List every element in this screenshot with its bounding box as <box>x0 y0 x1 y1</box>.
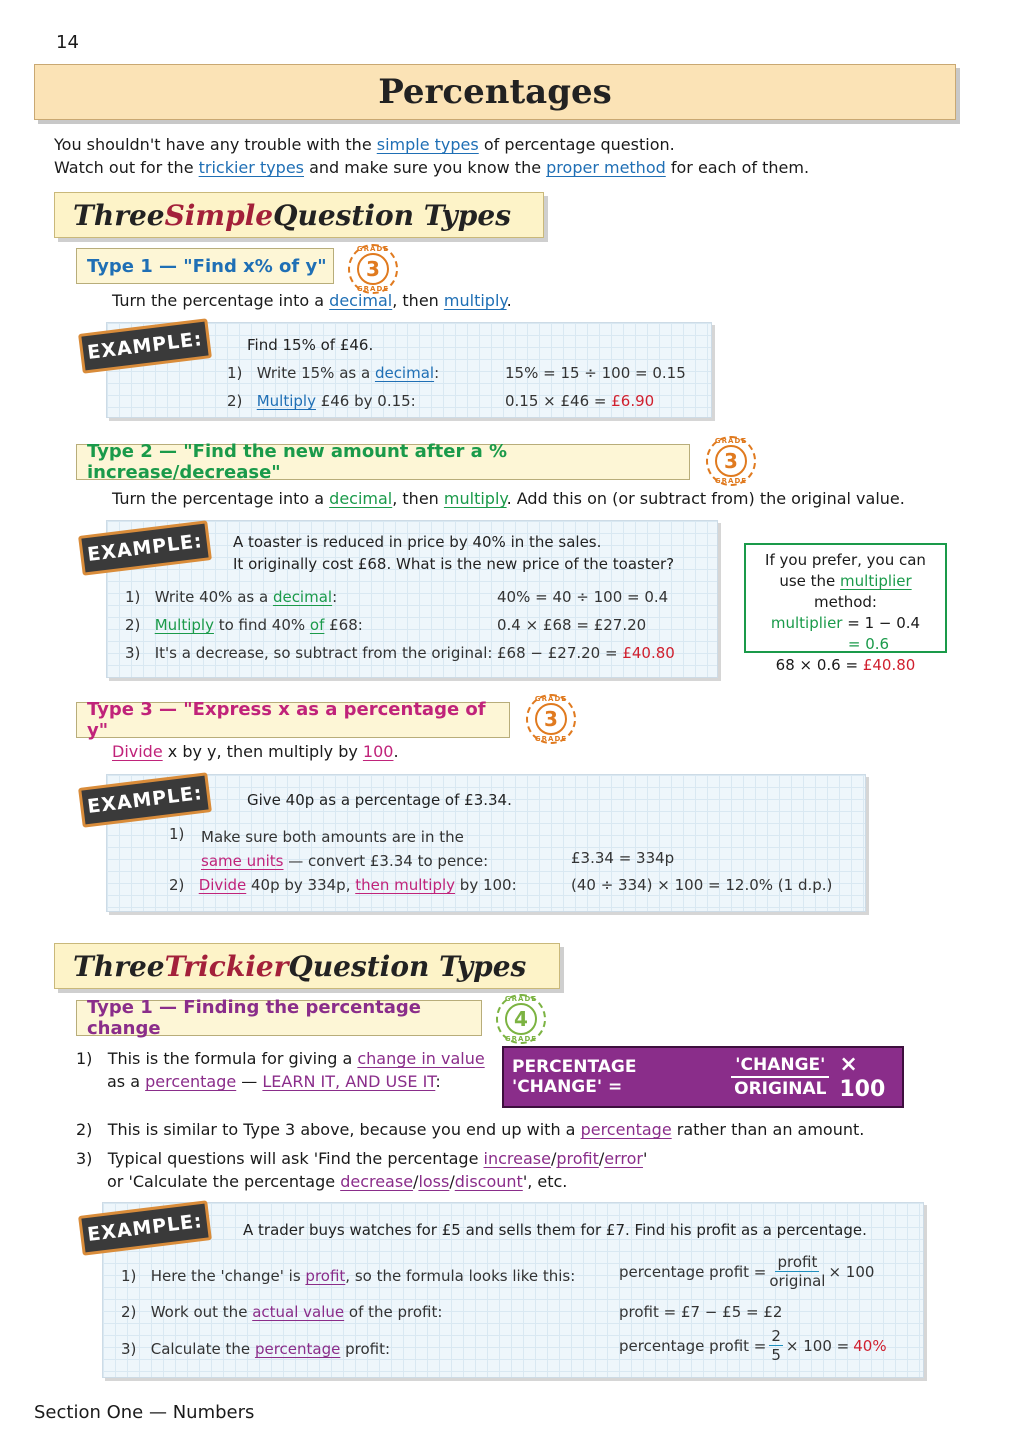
multiplier-note-line <box>746 655 945 676</box>
example-step-span: £68: <box>324 616 363 634</box>
example-step <box>169 876 517 894</box>
grade-3-icon-span: GRADE <box>356 285 390 293</box>
formula-fraction-span: ORIGINAL <box>734 1079 827 1099</box>
example-step-span: by 100: <box>455 876 517 894</box>
trickier-point-3-span: or 'Calculate the percentage <box>107 1172 341 1191</box>
type3-rule-span: . <box>393 742 399 761</box>
example-step-span: Calculate the <box>150 1340 255 1358</box>
section-heading-simple-span: Question Types <box>273 198 511 232</box>
trickier-point-1 <box>76 1047 485 1093</box>
link-decimal[interactable]: decimal <box>272 588 333 606</box>
type1-rule-span: Turn the percentage into a <box>112 291 330 310</box>
example-question-line: It originally cost £68. What is the new price of the toaster? <box>233 555 675 573</box>
section-footer: Section One — Numbers <box>34 1402 255 1423</box>
intro-text-span: for each of them. <box>665 158 810 177</box>
example-step-span: 2) <box>125 616 141 634</box>
example-step-line-span: — convert £3.34 to pence: <box>283 852 489 870</box>
profit-fraction-span: profit <box>777 1253 818 1271</box>
percentage-change-formula-span: PERCENTAGE 'CHANGE' = <box>512 1057 637 1097</box>
grade-3-icon-span: GRADE <box>534 695 568 703</box>
type3-rule-span: x by y, then multiply by <box>162 742 363 761</box>
trickier-point-2 <box>76 1120 864 1139</box>
profit-fraction-span: original <box>769 1272 826 1290</box>
type2-rule-span: Turn the percentage into a <box>112 489 330 508</box>
example-step-span: : <box>332 588 338 606</box>
example-box-4 <box>102 1202 924 1378</box>
type3-heading: Type 3 — "Express x as a percentage of y" <box>76 702 510 738</box>
link-divide[interactable]: Divide <box>198 876 247 894</box>
section-heading-simple <box>54 192 544 238</box>
section-heading-simple-span: Simple <box>164 198 274 232</box>
two-fifths-fraction-span: 2 <box>771 1327 781 1345</box>
example-step-span: profit: <box>340 1340 391 1358</box>
link-change-in-value[interactable]: change in value <box>357 1049 485 1068</box>
type2-rule-span: . Add this on (or subtract from) the original value. <box>506 489 905 508</box>
link-decimal[interactable]: decimal <box>374 364 435 382</box>
example-result-span: percentage profit = <box>619 1336 767 1355</box>
example-result-span: 40% <box>853 1336 887 1355</box>
grade-3-icon-span: GRADE <box>534 735 568 743</box>
title-banner <box>34 64 956 120</box>
intro-text <box>54 133 954 179</box>
multiplier-note-line-span: use the <box>779 572 841 590</box>
example-step <box>125 616 363 634</box>
link-decimal[interactable]: decimal <box>329 291 393 310</box>
grade-3-icon-inner: 3 <box>535 703 567 735</box>
example-step <box>121 1303 442 1321</box>
example-step-span: £46 by 0.15: <box>315 392 416 410</box>
example-step-span: 3) <box>125 644 141 662</box>
page-number: 14 <box>56 32 79 53</box>
multiplier-note-line <box>746 571 945 613</box>
link-multiply[interactable]: Multiply <box>256 392 316 410</box>
link-divide[interactable]: Divide <box>112 742 163 761</box>
link-profit[interactable]: profit <box>556 1149 599 1168</box>
example-result: £3.34 = 334p <box>571 849 675 867</box>
example-result <box>505 392 654 410</box>
trickier-point-1-span: as a <box>107 1072 146 1091</box>
link-percentage[interactable]: percentage <box>580 1120 672 1139</box>
example-step-span: It's a decrease, so subtract from the original: <box>154 644 493 662</box>
type2-rule <box>112 489 905 508</box>
example-result-span: £40.80 <box>622 644 675 662</box>
example-badge: EXAMPLE: <box>78 1200 212 1256</box>
link-multiplier[interactable]: multiplier <box>840 572 912 590</box>
link-percentage[interactable]: percentage <box>254 1340 341 1358</box>
example-step-span: Work out the <box>150 1303 253 1321</box>
example-step-span: 3) <box>121 1340 137 1358</box>
trickier-point-2-span: This is similar to Type 3 above, because you end up with a <box>107 1120 581 1139</box>
multiplier-note-line-span: = 1 − 0.4 <box>842 614 921 632</box>
example-result-span: 0.15 × £46 = <box>505 392 612 410</box>
trickier-point-2-span: rather than an amount. <box>671 1120 865 1139</box>
example-step <box>227 392 416 410</box>
link-percentage[interactable]: percentage <box>145 1072 237 1091</box>
grade-4-icon-inner: 4 <box>505 1003 537 1035</box>
multiplier-note <box>744 543 947 674</box>
link-multiply[interactable]: Multiply <box>154 616 214 634</box>
multiplier-note-line-span: multiplier <box>770 614 843 632</box>
example-step-span: 40p by 334p, <box>246 876 356 894</box>
two-fifths-fraction <box>769 1327 783 1364</box>
example-result: 40% = 40 ÷ 100 = 0.4 <box>497 588 669 606</box>
type1-heading: Type 1 — "Find x% of y" <box>76 248 334 284</box>
grade-3-icon <box>526 694 576 744</box>
example-step-num: 1) <box>169 825 185 843</box>
trickier-point-3-span: / <box>449 1172 455 1191</box>
profit-fraction <box>769 1253 825 1290</box>
example-step-span: Write 40% as a <box>154 588 273 606</box>
link-proper-method[interactable]: proper method <box>546 158 666 177</box>
formula-fraction <box>731 1054 829 1100</box>
multiplier-note-line <box>746 613 945 634</box>
example-box-3 <box>106 774 866 912</box>
example-result-span: percentage profit = <box>619 1262 767 1281</box>
grade-3-icon-span: GRADE <box>714 437 748 445</box>
type1-rule-span: . <box>506 291 512 310</box>
example-step <box>121 1340 390 1358</box>
grade-4-icon <box>496 994 546 1044</box>
intro-text-span: You shouldn't have any trouble with the <box>54 135 377 154</box>
example-step-span: 2) <box>121 1303 137 1321</box>
link-profit[interactable]: profit <box>305 1267 346 1285</box>
example-result: 0.4 × £68 = £27.20 <box>497 616 647 634</box>
intro-text-span: and make sure you know the <box>304 158 547 177</box>
example-step-span: to find 40% <box>213 616 310 634</box>
grade-3-icon <box>706 436 756 486</box>
example-badge: EXAMPLE: <box>78 772 212 828</box>
example-step-span: 1) <box>125 588 141 606</box>
link-loss[interactable]: loss <box>418 1172 450 1191</box>
example-step-line: Make sure both amounts are in the <box>201 828 464 846</box>
trickier-point-3-span: ' <box>642 1149 648 1168</box>
example-step-span: of the profit: <box>344 1303 443 1321</box>
grade-3-icon-inner: 3 <box>715 445 747 477</box>
trickier-point-2-span: 2) <box>76 1120 93 1139</box>
trickier-point-1-span: This is the formula for giving a <box>107 1049 358 1068</box>
grade-4-icon-span: GRADE <box>504 1035 538 1043</box>
section-heading-simple-span: Three <box>73 198 165 232</box>
link-same-units[interactable]: same units <box>201 852 284 870</box>
type1-rule <box>112 291 512 310</box>
trickier-point-1-span: — <box>236 1072 263 1091</box>
trickier-point-3-span: 3) <box>76 1149 93 1168</box>
percentage-change-formula-span: × 100 <box>839 1052 886 1102</box>
link-error[interactable]: error <box>604 1149 643 1168</box>
section-heading-trickier-span: Three <box>73 949 165 983</box>
example-step-span: 1) <box>121 1267 137 1285</box>
link-actual-value[interactable]: actual value <box>252 1303 345 1321</box>
trickier-point-3-span: ', etc. <box>522 1172 568 1191</box>
section-heading-trickier-span: Question Types <box>288 949 527 983</box>
example-question-line: A toaster is reduced in price by 40% in the sales. <box>233 533 602 551</box>
trickier-point-3 <box>76 1147 647 1193</box>
two-fifths-fraction-span: 5 <box>771 1346 781 1364</box>
example-badge: EXAMPLE: <box>78 318 212 374</box>
example-result-span: × 100 = <box>785 1336 850 1355</box>
example-result <box>619 1253 874 1290</box>
example-step-span: 1) <box>227 364 243 382</box>
multiplier-note-line: = 0.6 <box>847 635 890 653</box>
example-result: (40 ÷ 334) × 100 = 12.0% (1 d.p.) <box>571 876 833 894</box>
trickier-point-3-span: / <box>598 1149 605 1168</box>
link-of[interactable]: of <box>309 616 325 634</box>
example-badge: EXAMPLE: <box>78 520 212 576</box>
example-step-span: Here the 'change' is <box>150 1267 306 1285</box>
link-then-multiply[interactable]: then multiply <box>355 876 456 894</box>
link-discount[interactable]: discount <box>454 1172 523 1191</box>
grade-3-icon-inner: 3 <box>357 253 389 285</box>
section-heading-trickier <box>54 943 560 989</box>
trickier-point-3-span: / <box>413 1172 419 1191</box>
trickier-point-1-span: 1) <box>76 1049 93 1068</box>
multiplier-note-line-span: £40.80 <box>862 656 916 674</box>
trickier-point-1-span: : <box>435 1072 441 1091</box>
example-question: Find 15% of £46. <box>247 336 374 354</box>
grade-3-icon-span: GRADE <box>356 245 390 253</box>
link-learn-it[interactable]: LEARN IT, AND USE IT <box>262 1072 436 1091</box>
example-result-span: £6.90 <box>611 392 655 410</box>
formula-fraction-span: 'CHANGE' <box>731 1054 829 1078</box>
example-result-span: × 100 <box>828 1262 875 1281</box>
example-result: profit = £7 − £5 = £2 <box>619 1303 783 1321</box>
intro-text-span: of percentage question. <box>478 135 675 154</box>
link-multiply[interactable]: multiply <box>443 291 507 310</box>
example-step <box>201 825 488 873</box>
multiplier-note-line: If you prefer, you can <box>765 551 926 569</box>
link-100[interactable]: 100 <box>362 742 394 761</box>
example-step-line <box>201 849 488 873</box>
example-step <box>227 364 439 382</box>
intro-text-span: Watch out for the <box>54 158 199 177</box>
type2-rule-span: , then <box>392 489 444 508</box>
example-result <box>619 1327 887 1364</box>
link-decrease[interactable]: decrease <box>340 1172 414 1191</box>
link-increase[interactable]: increase <box>483 1149 551 1168</box>
percentage-change-formula <box>502 1046 904 1108</box>
multiplier-note-line-span: method: <box>814 593 877 611</box>
type3-rule <box>112 742 399 761</box>
grade-3-icon-span: GRADE <box>714 477 748 485</box>
trickier-type1-heading: Type 1 — Finding the percentage change <box>76 1000 482 1036</box>
example-step <box>125 644 492 662</box>
type2-heading: Type 2 — "Find the new amount after a % increase/decrease" <box>76 444 690 480</box>
trickier-point-3-span: Typical questions will ask 'Find the percentage <box>107 1149 484 1168</box>
link-trickier-types[interactable]: trickier types <box>198 158 305 177</box>
example-question: A trader buys watches for £5 and sells them for £7. Find his profit as a percentage. <box>243 1221 867 1239</box>
example-step <box>125 588 337 606</box>
grade-3-icon <box>348 244 398 294</box>
grade-4-icon-span: GRADE <box>504 995 538 1003</box>
example-question <box>233 531 674 575</box>
section-heading-trickier-span: Trickier <box>164 949 289 983</box>
page-title: Percentages <box>378 72 612 112</box>
example-step-span: 2) <box>169 876 185 894</box>
example-step-span: Write 15% as a <box>256 364 375 382</box>
link-decimal[interactable]: decimal <box>329 489 393 508</box>
example-result <box>497 644 675 662</box>
type1-rule-span: , then <box>392 291 444 310</box>
trickier-point-3-span: / <box>550 1149 557 1168</box>
link-simple-types[interactable]: simple types <box>376 135 479 154</box>
example-step-span: , so the formula looks like this: <box>345 1267 576 1285</box>
example-step-span: 2) <box>227 392 243 410</box>
example-question: Give 40p as a percentage of £3.34. <box>247 791 512 809</box>
example-step-span: : <box>434 364 440 382</box>
example-step <box>121 1267 575 1285</box>
multiplier-note-line-span: 68 × 0.6 = <box>775 656 863 674</box>
example-result-span: £68 − £27.20 = <box>497 644 623 662</box>
link-multiply[interactable]: multiply <box>443 489 507 508</box>
example-result: 15% = 15 ÷ 100 = 0.15 <box>505 364 686 382</box>
